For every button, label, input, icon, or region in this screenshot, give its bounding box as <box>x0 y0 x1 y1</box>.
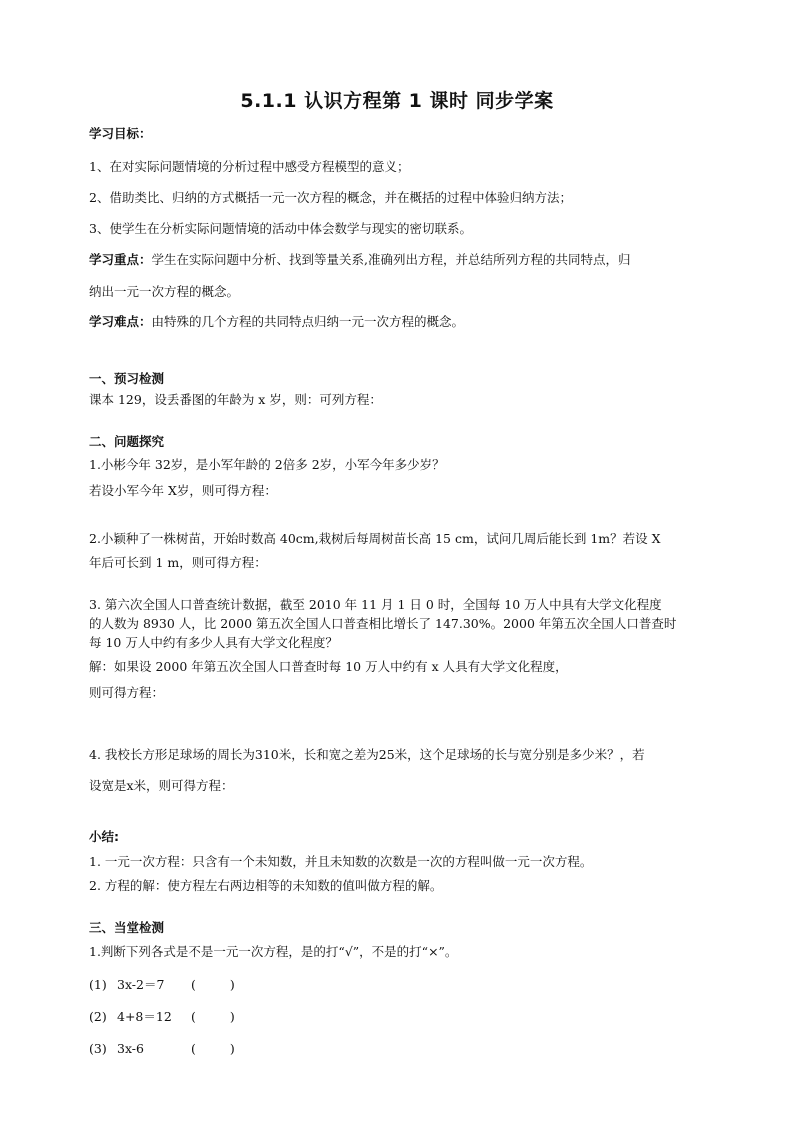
check-item: (3) 3x-6 ( ) <box>89 1041 235 1056</box>
difficulty-text: 由特殊的几个方程的共同特点归纳一元一次方程的概念。 <box>151 314 465 329</box>
difficulty-label: 学习难点： <box>89 314 152 329</box>
difficulty <box>89 313 464 331</box>
question-1-line2: 若设小军今年 X岁，则可得方程： <box>89 483 277 498</box>
objectives-heading: 学习目标： <box>89 126 152 141</box>
question-3-line1: 3. 第六次全国人口普查统计数据，截至 2010 年 11 月 1 日 0 时，全国每 10 万人中具有大学文化程度 <box>89 597 662 612</box>
question-4-line1: 4. 我校长方形足球场的周长为310米，长和宽之差为25米，这个足球场的长与宽分别是多少米？，若 <box>89 747 645 762</box>
summary-item: 1. 一元一次方程：只含有一个未知数，并且未知数的次数是一次的方程叫做一元一次方程。 <box>89 854 593 869</box>
question-4-line2: 设宽是x米，则可得方程： <box>89 778 234 793</box>
section1-text: 课本 129，设丢番图的年龄为 x 岁，则：可列方程： <box>89 392 382 407</box>
question-3-line3: 每 10 万人中约有多少人具有大学文化程度？ <box>89 635 338 650</box>
key-point-text: 学生在实际问题中分析、找到等量关系,准确列出方程，并总结所列方程的共同特点，归 <box>151 252 631 267</box>
key-point-label: 学习重点： <box>89 252 152 267</box>
answer-blank[interactable]: ( ) <box>191 977 235 992</box>
question-3-line5: 则可得方程： <box>89 685 165 700</box>
objective-item: 2、借助类比、归纳的方式概括一元一次方程的概念，并在概括的过程中体验归纳方法； <box>89 190 572 205</box>
question-1-line1: 1.小彬今年 32岁，是小军年龄的 2倍多 2岁，小军今年多少岁？ <box>89 457 445 472</box>
summary-heading: 小结: <box>89 829 119 844</box>
check-question-1: 1.判断下列各式是不是一元一次方程，是的打“√”，不是的打“×”。 <box>89 944 458 959</box>
answer-blank[interactable]: ( ) <box>191 1041 235 1056</box>
check-item: (2) 4+8＝12 ( ) <box>89 1009 235 1024</box>
objective-item: 3、使学生在分析实际问题情境的活动中体会数学与现实的密切联系。 <box>89 221 472 236</box>
question-2-line2: 年后可长到 1 m，则可得方程： <box>89 555 267 570</box>
key-point-continued: 纳出一元一次方程的概念。 <box>89 284 240 299</box>
objective-item: 1、在对实际问题情境的分析过程中感受方程模型的意义； <box>89 159 410 174</box>
summary-item: 2. 方程的解：使方程左右两边相等的未知数的值叫做方程的解。 <box>89 878 443 893</box>
answer-blank[interactable]: ( ) <box>191 1009 235 1024</box>
page-title: 5.1.1 认识方程第 1 课时 同步学案 <box>240 90 554 112</box>
section3-heading: 三、当堂检测 <box>89 920 165 935</box>
key-point <box>89 251 631 269</box>
section1-heading: 一、预习检测 <box>89 371 165 386</box>
question-3-line2: 的人数为 8930 人，比 2000 第五次全国人口普查相比增长了 147.30%。2000 年第五次全国人口普查时 <box>89 616 677 631</box>
check-item: (1) 3x-2＝7 ( ) <box>89 977 235 992</box>
section2-heading: 二、问题探究 <box>89 434 165 449</box>
question-3-line4: 解：如果设 2000 年第五次全国人口普查时每 10 万人中约有 x 人具有大学文化程度， <box>89 659 568 674</box>
question-2-line1: 2.小颖种了一株树苗，开始时数高 40cm,栽树后每周树苗长高 15 cm，试问几周后能长到 1m？若设 X <box>89 531 661 546</box>
